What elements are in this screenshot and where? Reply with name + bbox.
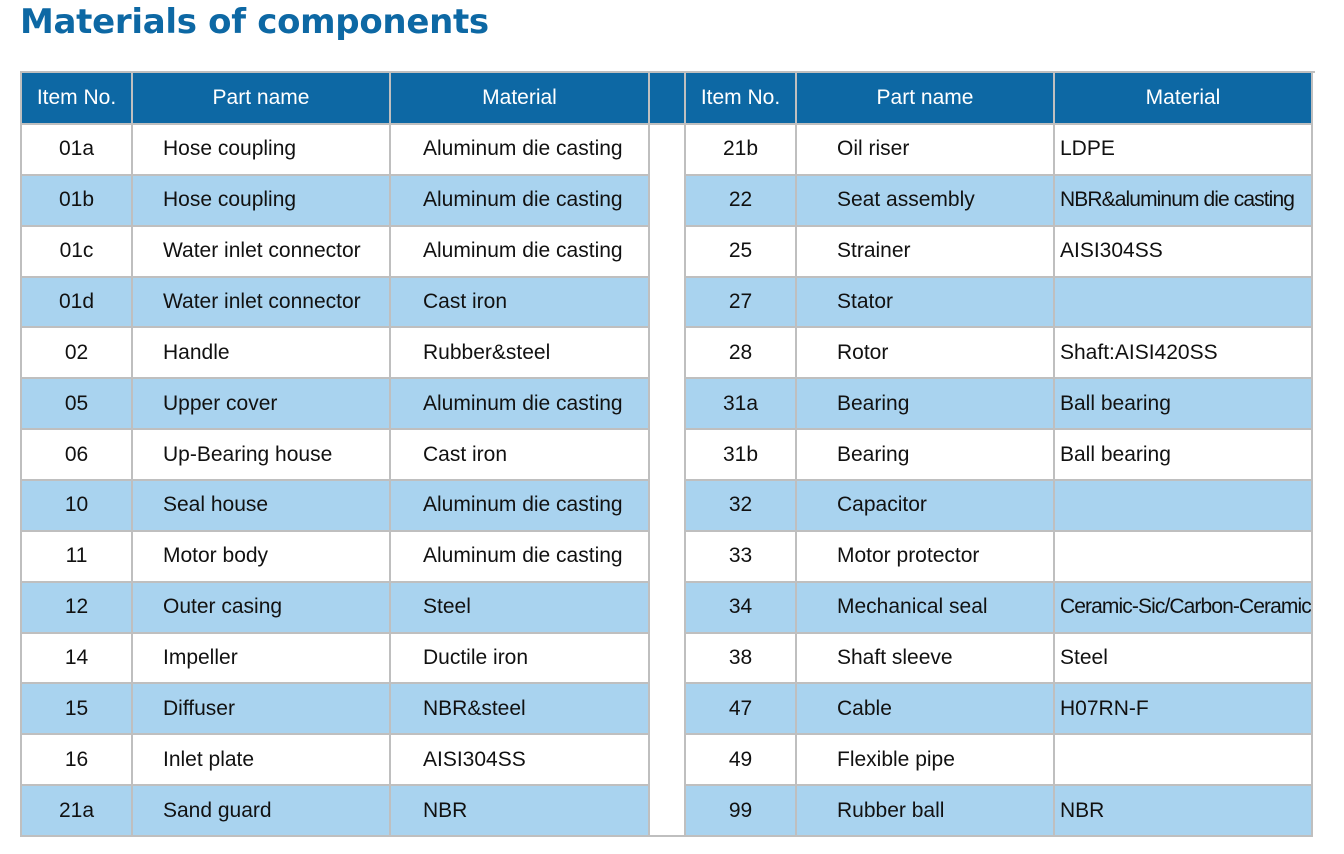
right-material <box>1055 278 1313 329</box>
left-item-no: 11 <box>22 532 133 583</box>
right-part-name: Oil riser <box>797 125 1055 176</box>
right-part-name: Seat assembly <box>797 176 1055 227</box>
left-item-no: 15 <box>22 684 133 735</box>
right-part-name: Mechanical seal <box>797 583 1055 634</box>
left-material: Aluminum die casting <box>391 176 650 227</box>
column-gap <box>650 328 686 379</box>
left-item-no: 01b <box>22 176 133 227</box>
right-item-no: 27 <box>686 278 797 329</box>
left-part-name: Up-Bearing house <box>133 430 391 481</box>
left-material: Aluminum die casting <box>391 532 650 583</box>
left-item-no: 16 <box>22 735 133 786</box>
left-material: NBR&steel <box>391 684 650 735</box>
left-part-name: Impeller <box>133 634 391 685</box>
right-item-no: 22 <box>686 176 797 227</box>
right-material: H07RN-F <box>1055 684 1313 735</box>
column-gap <box>650 786 686 837</box>
right-part-name: Rubber ball <box>797 786 1055 837</box>
left-part-name: Inlet plate <box>133 735 391 786</box>
left-item-no: 14 <box>22 634 133 685</box>
right-material: Shaft:AISI420SS <box>1055 328 1313 379</box>
right-material: Ball bearing <box>1055 430 1313 481</box>
right-material <box>1055 735 1313 786</box>
header-part-name: Part name <box>133 73 391 125</box>
left-item-no: 01a <box>22 125 133 176</box>
page-title: Materials of components <box>20 2 489 42</box>
right-item-no: 31a <box>686 379 797 430</box>
right-material: Ceramic-Sic/Carbon-Ceramic <box>1055 583 1313 634</box>
left-part-name: Hose coupling <box>133 125 391 176</box>
left-material: Aluminum die casting <box>391 227 650 278</box>
right-part-name: Bearing <box>797 430 1055 481</box>
left-item-no: 02 <box>22 328 133 379</box>
header-item-no-right: Item No. <box>686 73 797 125</box>
header-material: Material <box>391 73 650 125</box>
left-part-name: Handle <box>133 328 391 379</box>
right-material: Ball bearing <box>1055 379 1313 430</box>
column-gap <box>650 634 686 685</box>
right-part-name: Rotor <box>797 328 1055 379</box>
left-material: Rubber&steel <box>391 328 650 379</box>
materials-table <box>20 71 1315 837</box>
left-part-name: Hose coupling <box>133 176 391 227</box>
left-part-name: Sand guard <box>133 786 391 837</box>
right-part-name: Bearing <box>797 379 1055 430</box>
right-item-no: 47 <box>686 684 797 735</box>
column-gap <box>650 125 686 176</box>
right-item-no: 99 <box>686 786 797 837</box>
column-gap <box>650 684 686 735</box>
column-gap <box>650 227 686 278</box>
right-item-no: 49 <box>686 735 797 786</box>
left-material: Cast iron <box>391 430 650 481</box>
left-material: AISI304SS <box>391 735 650 786</box>
left-item-no: 01c <box>22 227 133 278</box>
left-part-name: Seal house <box>133 481 391 532</box>
right-part-name: Capacitor <box>797 481 1055 532</box>
left-part-name: Upper cover <box>133 379 391 430</box>
left-part-name: Outer casing <box>133 583 391 634</box>
right-part-name: Stator <box>797 278 1055 329</box>
left-part-name: Water inlet connector <box>133 227 391 278</box>
left-material: NBR <box>391 786 650 837</box>
left-item-no: 21a <box>22 786 133 837</box>
header-gap <box>650 73 686 125</box>
right-material <box>1055 481 1313 532</box>
right-material: NBR <box>1055 786 1313 837</box>
right-item-no: 21b <box>686 125 797 176</box>
left-part-name: Water inlet connector <box>133 278 391 329</box>
left-material: Cast iron <box>391 278 650 329</box>
column-gap <box>650 430 686 481</box>
left-item-no: 12 <box>22 583 133 634</box>
right-item-no: 31b <box>686 430 797 481</box>
left-part-name: Diffuser <box>133 684 391 735</box>
left-part-name: Motor body <box>133 532 391 583</box>
column-gap <box>650 532 686 583</box>
right-material: AISI304SS <box>1055 227 1313 278</box>
column-gap <box>650 583 686 634</box>
column-gap <box>650 481 686 532</box>
header-part-name-right: Part name <box>797 73 1055 125</box>
left-material: Aluminum die casting <box>391 125 650 176</box>
left-material: Aluminum die casting <box>391 379 650 430</box>
right-item-no: 32 <box>686 481 797 532</box>
right-material <box>1055 532 1313 583</box>
right-part-name: Shaft sleeve <box>797 634 1055 685</box>
right-item-no: 33 <box>686 532 797 583</box>
header-item-no: Item No. <box>22 73 133 125</box>
column-gap <box>650 379 686 430</box>
column-gap <box>650 735 686 786</box>
right-item-no: 28 <box>686 328 797 379</box>
right-part-name: Strainer <box>797 227 1055 278</box>
right-material: Steel <box>1055 634 1313 685</box>
left-material: Steel <box>391 583 650 634</box>
left-item-no: 01d <box>22 278 133 329</box>
header-material-right: Material <box>1055 73 1313 125</box>
right-material: NBR&aluminum die casting <box>1055 176 1313 227</box>
left-material: Ductile iron <box>391 634 650 685</box>
left-material: Aluminum die casting <box>391 481 650 532</box>
right-part-name: Motor protector <box>797 532 1055 583</box>
right-material: LDPE <box>1055 125 1313 176</box>
right-part-name: Cable <box>797 684 1055 735</box>
right-item-no: 25 <box>686 227 797 278</box>
right-part-name: Flexible pipe <box>797 735 1055 786</box>
column-gap <box>650 278 686 329</box>
column-gap <box>650 176 686 227</box>
right-item-no: 34 <box>686 583 797 634</box>
left-item-no: 06 <box>22 430 133 481</box>
right-item-no: 38 <box>686 634 797 685</box>
left-item-no: 10 <box>22 481 133 532</box>
left-item-no: 05 <box>22 379 133 430</box>
